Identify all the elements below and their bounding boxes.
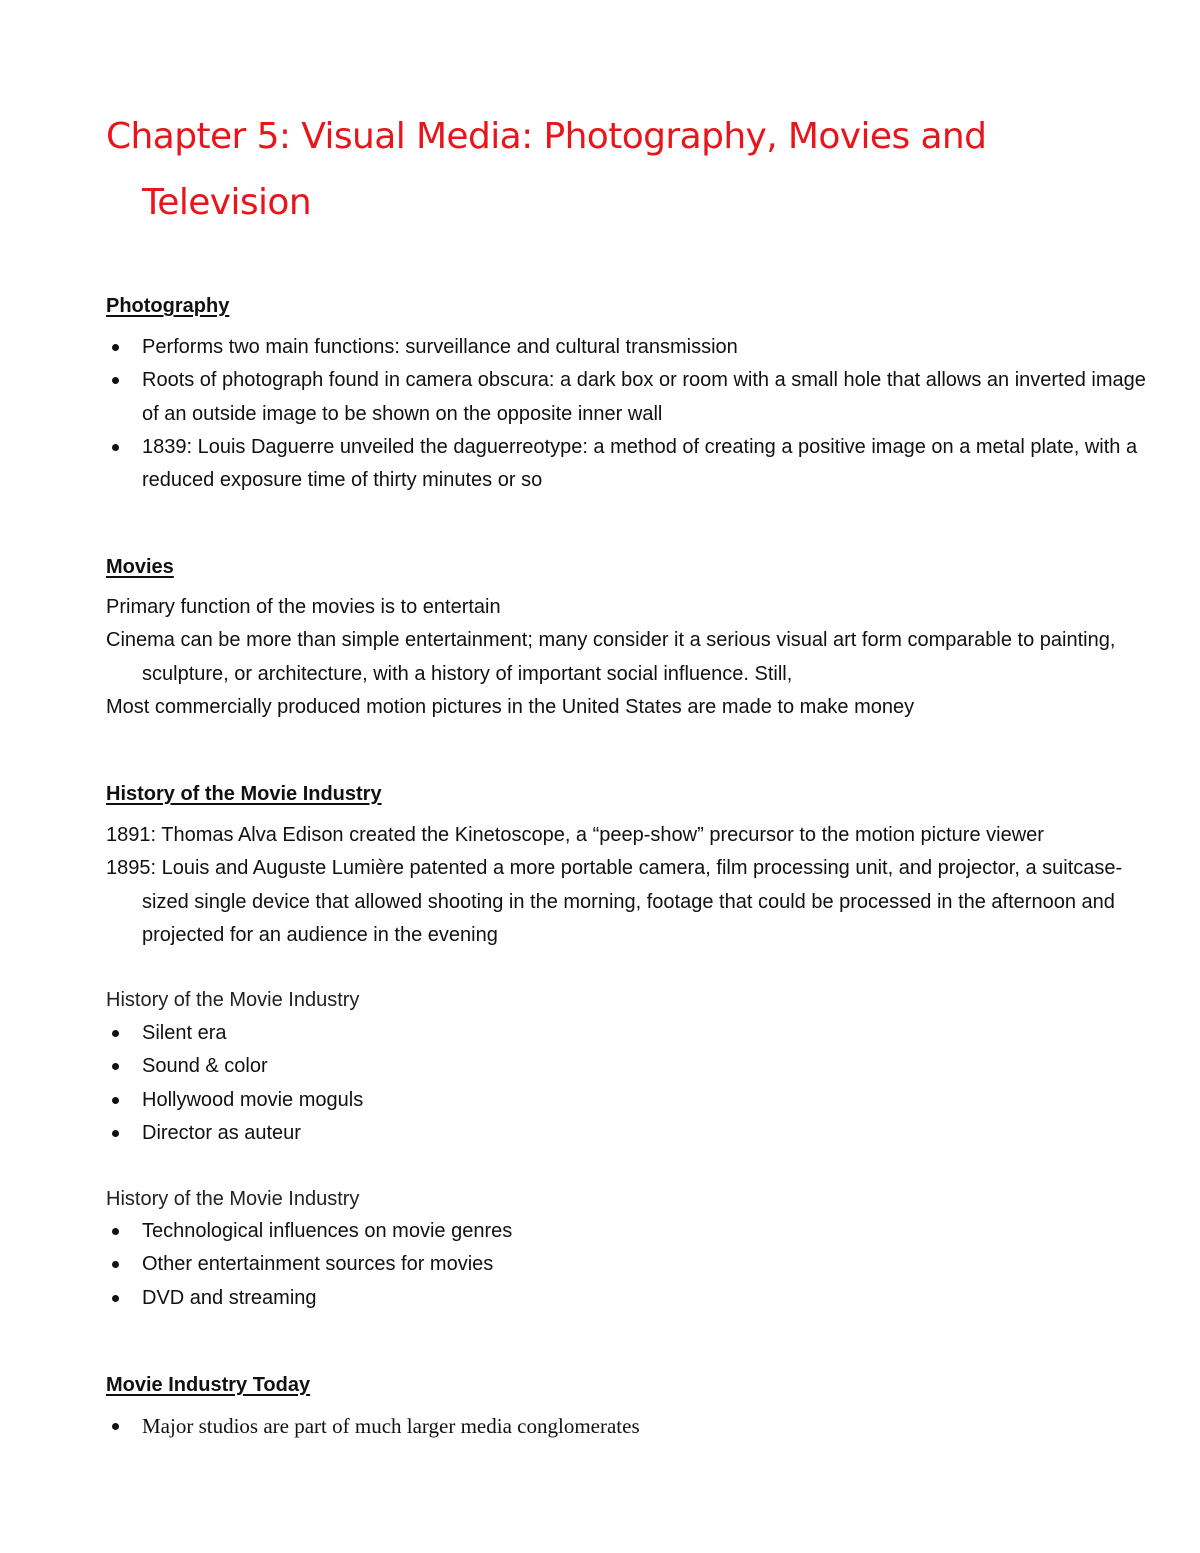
list-item: Hollywood movie moguls: [106, 1084, 1146, 1117]
list-item: DVD and streaming: [106, 1282, 1146, 1315]
photography-list: [106, 331, 1146, 497]
list-item: Silent era: [106, 1017, 1146, 1050]
list-item: Technological influences on movie genres: [106, 1215, 1146, 1248]
list-item: Major studios are part of much larger media conglomerates: [106, 1410, 1146, 1443]
paragraph: Most commercially produced motion pictures in the United States are made to make money: [106, 695, 915, 718]
list-item: 1839: Louis Daguerre unveiled the daguerreotype: a method of creating a positive image on a metal plate, with a reduced exposure time of thirty minutes or so: [106, 431, 1146, 498]
history-heading: History of the Movie Industry: [106, 783, 382, 805]
chapter-title: Chapter 5: Visual Media: Photography, Movies and Television: [106, 116, 987, 223]
movies-heading: Movies: [106, 556, 174, 578]
movies-text: [106, 591, 1166, 724]
history-list-2: [106, 1215, 1146, 1315]
movie-industry-today-list: [106, 1410, 1146, 1443]
history-list-2-heading: History of the Movie Industry: [106, 1188, 360, 1210]
paragraph: 1891: Thomas Alva Edison created the Kinetoscope, a “peep-show” precursor to the motion picture viewer: [106, 824, 1044, 846]
paragraph: 1895: Louis and Auguste Lumière patented a more portable camera, film processing unit, and projector, a suitcase-sized single device that allowed shooting in the morning, footage that could be processed in the afternoon and projected for an audience in the evening: [106, 857, 1123, 946]
movie-industry-today-heading: Movie Industry Today: [106, 1374, 311, 1396]
list-item: Other entertainment sources for movies: [106, 1248, 1146, 1281]
photography-heading: Photography: [106, 295, 230, 317]
history-text: [106, 819, 1166, 952]
list-item: Roots of photograph found in camera obscura: a dark box or room with a small hole that allows an inverted image of an outside image to be shown on the opposite inner wall: [106, 364, 1146, 431]
list-item: Director as auteur: [106, 1117, 1146, 1150]
list-item: Sound & color: [106, 1050, 1146, 1083]
list-item: Performs two main functions: surveillance and cultural transmission: [106, 331, 1146, 364]
paragraph: Primary function of the movies is to entertain: [106, 596, 501, 618]
paragraph: Cinema can be more than simple entertainment; many consider it a serious visual art form comparable to painting, sculpture, or architecture, with a history of important social influence. Still,: [106, 629, 1116, 685]
history-list-1-heading: History of the Movie Industry: [106, 989, 360, 1011]
history-list-1: [106, 1017, 1146, 1150]
